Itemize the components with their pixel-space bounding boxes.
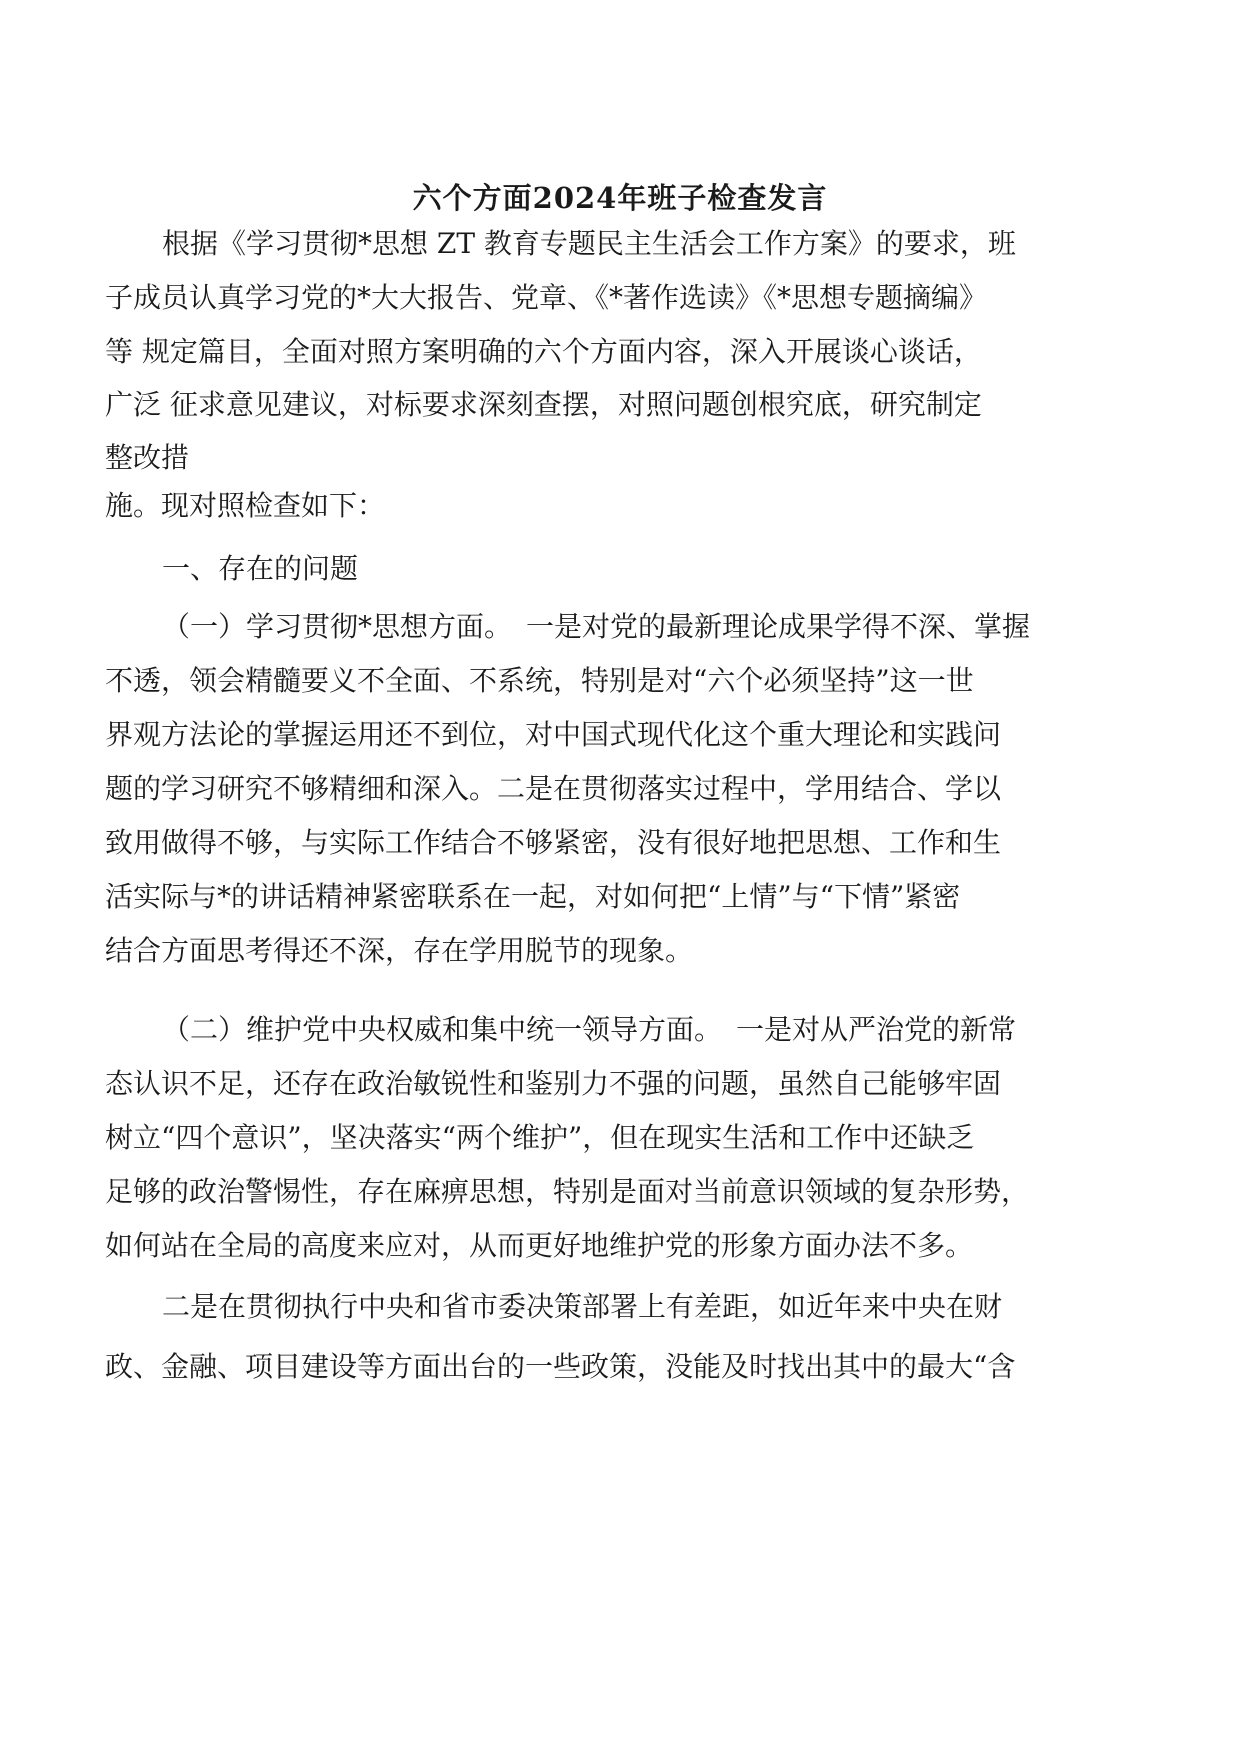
part1-line-6: 活实际与*的讲话精神紧密联系在一起，对如何把“上情”与“下情”紧密 [105,880,961,913]
part3-line-2: 政、金融、项目建设等方面出台的一些政策，没能及时找出其中的最大“含 [105,1350,1016,1383]
intro-line-5: 整改措 [105,441,190,474]
intro-line-2: 子成员认真学习党的*大大报告、党章、《*著作选读》《*思想专题摘编》 [105,281,988,314]
part1-line-3: 界观方法论的掌握运用还不到位，对中国式现代化这个重大理论和实践问 [105,718,1002,751]
part2-line-3: 树立“四个意识”，坚决落实“两个维护”，但在现实生活和工作中还缺乏 [105,1121,975,1154]
intro-line-6: 施。现对照检查如下： [105,489,386,522]
part2-line-5: 如何站在全局的高度来应对，从而更好地维护党的形象方面办法不多。 [105,1229,974,1262]
part1-line-5: 致用做得不够，与实际工作结合不够紧密，没有很好地把思想、工作和生 [105,826,1002,859]
part1-line-4: 题的学习研究不够精细和深入。二是在贯彻落实过程中，学用结合、学以 [105,772,1002,805]
part1-line-1: （一）学习贯彻*思想方面。 一是对党的最新理论成果学得不深、掌握 [162,610,1031,643]
part1-line-2: 不透，领会精髓要义不全面、不系统，特别是对“六个必须坚持”这一世 [105,664,974,697]
part2-line-4: 足够的政治警惕性，存在麻痹思想，特别是面对当前意识领域的复杂形势， [105,1175,1030,1208]
part1-line-7: 结合方面思考得还不深，存在学用脱节的现象。 [105,934,694,967]
section-heading: 一、存在的问题 [162,552,359,585]
intro-line-1: 根据《学习贯彻*思想 ZT 教育专题民主生活会工作方案》的要求，班 [162,227,1016,260]
document-title: 六个方面2024年班子检查发言 [412,181,828,215]
part2-line-1: （二）维护党中央权威和集中统一领导方面。 一是对从严治党的新常 [162,1013,1017,1046]
intro-line-4: 广泛 征求意见建议，对标要求深刻查摆，对照问题创根究底，研究制定 [105,388,982,421]
part2-line-2: 态认识不足，还存在政治敏锐性和鉴别力不强的问题，虽然自己能够牢固 [105,1067,1002,1100]
intro-line-3: 等 规定篇目，全面对照方案明确的六个方面内容，深入开展谈心谈话， [105,335,982,368]
part3-line-1: 二是在贯彻执行中央和省市委决策部署上有差距，如近年来中央在财 [162,1290,1003,1323]
